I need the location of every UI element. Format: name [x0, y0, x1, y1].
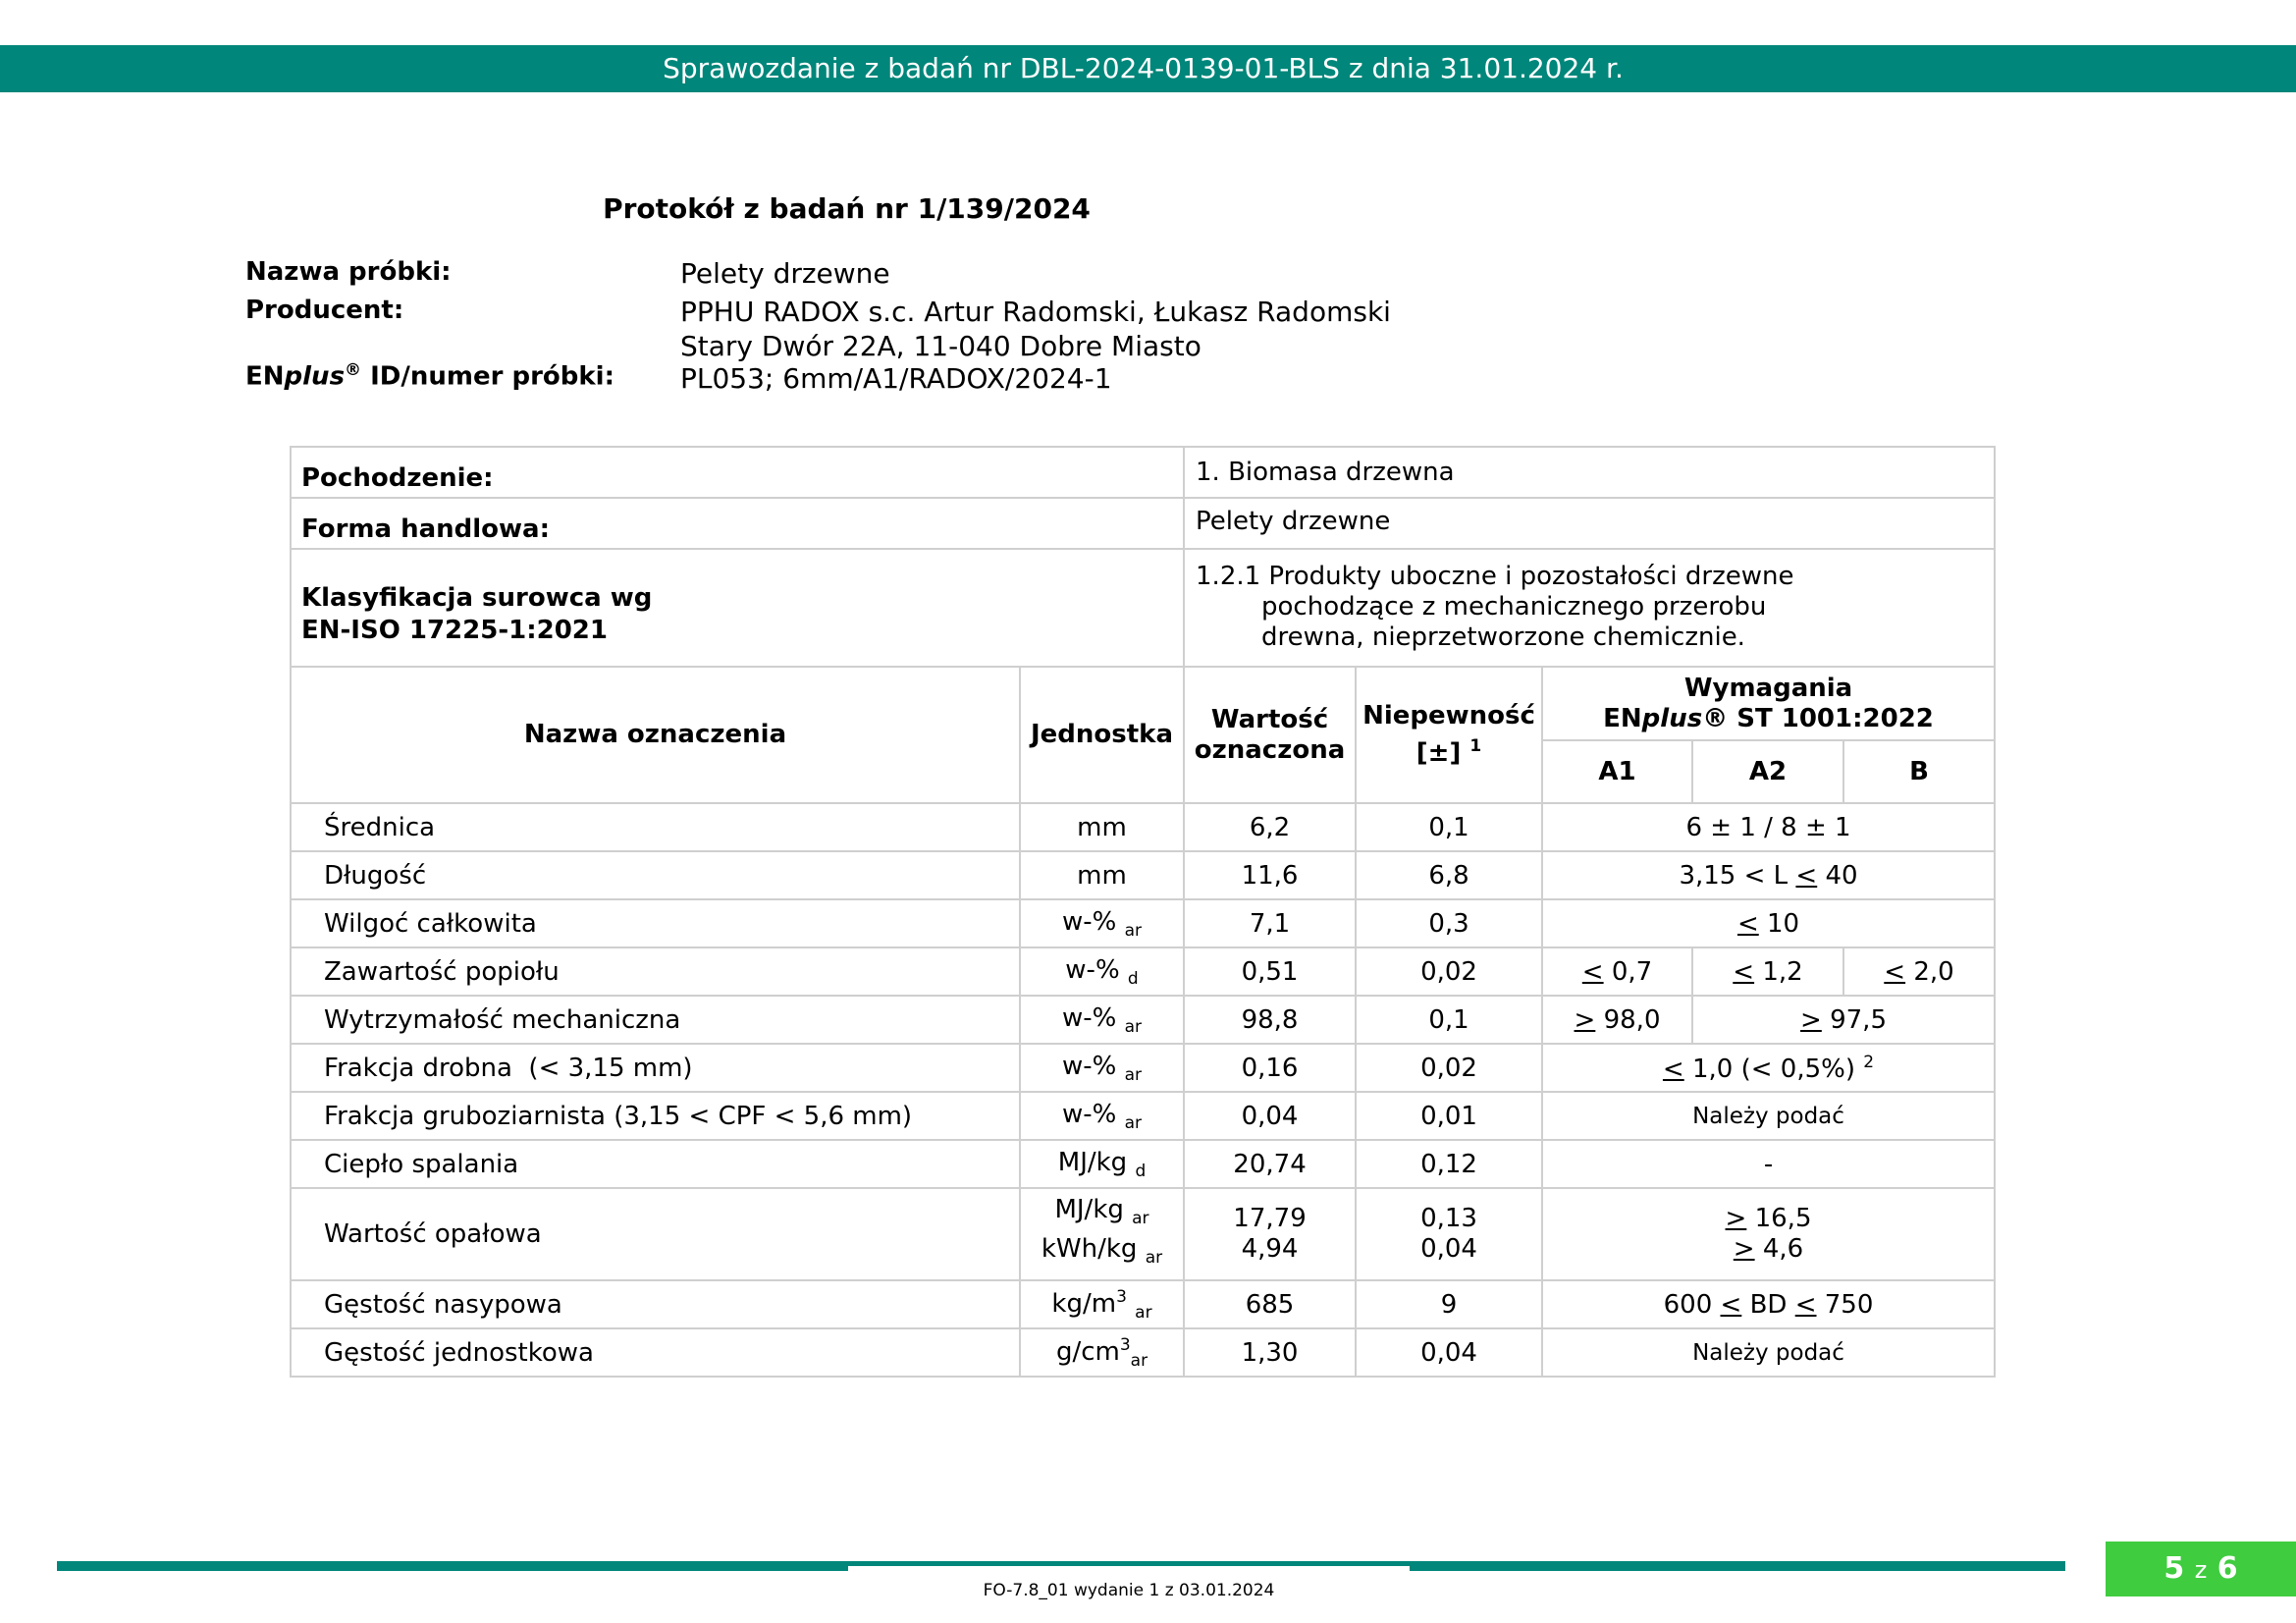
form-identifier: FO-7.8_01 wydanie 1 z 03.01.2024	[983, 1581, 1275, 1600]
row-value: 11,6	[1184, 851, 1356, 899]
row-value: 20,74	[1184, 1140, 1356, 1188]
row-uncertainty: 9	[1356, 1280, 1542, 1328]
origin-row	[291, 447, 1995, 498]
row-value: 0,16	[1184, 1044, 1356, 1092]
row-name: Frakcja drobna (< 3,15 mm)	[291, 1044, 1020, 1092]
row-requirement-a2-b: > 97,5	[1692, 996, 1995, 1044]
row-uncertainty: 6,8	[1356, 851, 1542, 899]
table-row	[291, 1280, 1995, 1328]
col-header-uncertainty-line-1: Niepewność	[1362, 701, 1535, 730]
col-header-value-line-2: oznaczona	[1194, 734, 1346, 765]
row-uncertainty: 0,04	[1356, 1328, 1542, 1377]
row-requirement: > 16,5 > 4,6	[1542, 1188, 1995, 1280]
row-unit: $g/cm^3_{ar}$	[1020, 1328, 1184, 1377]
row-requirement: < 1,0 (< 0,5%) $^2$	[1542, 1044, 1995, 1092]
footnote-marker-1: 1	[1469, 736, 1482, 756]
enplus-plus: plus	[284, 361, 346, 392]
results-table	[290, 446, 1996, 1378]
table-row	[291, 899, 1995, 947]
row-uncertainty: 0,02	[1356, 947, 1542, 996]
row-uncertainty: 0,3	[1356, 899, 1542, 947]
trade-form-label: Forma handlowa:	[291, 498, 1184, 549]
sample-name-label: Nazwa próbki:	[245, 257, 452, 287]
table-row	[291, 803, 1995, 851]
row-requirement-a2: < 1,2	[1692, 947, 1843, 996]
col-header-uncertainty	[1356, 667, 1542, 803]
page-separator: z	[2194, 1556, 2208, 1584]
row-name: Długość	[291, 851, 1020, 899]
protocol-title: Protokół z badań nr 1/139/2024	[603, 192, 1091, 225]
row-value: 7,1	[1184, 899, 1356, 947]
trade-form-row	[291, 498, 1995, 549]
row-value: 98,8	[1184, 996, 1356, 1044]
row-requirement-b: < 2,0	[1843, 947, 1995, 996]
row-unit: w-% $_{ar}$	[1020, 1044, 1184, 1092]
row-uncertainty: 0,13 0,04	[1356, 1188, 1542, 1280]
row-requirement: 600 < BD < 750	[1542, 1280, 1995, 1328]
row-value: 17,79 4,94	[1184, 1188, 1356, 1280]
row-uncertainty: 0,01	[1356, 1092, 1542, 1140]
table-row	[291, 1044, 1995, 1092]
origin-label: Pochodzenie:	[291, 447, 1184, 498]
row-unit: w-% $_d$	[1020, 947, 1184, 996]
origin-value: 1. Biomasa drzewna	[1184, 447, 1995, 498]
col-header-name: Nazwa oznaczenia	[291, 667, 1020, 803]
report-header-band: Sprawozdanie z badań nr DBL-2024-0139-01-BLS z dnia 31.01.2024 r.	[0, 45, 2296, 92]
col-header-a2: A2	[1692, 740, 1843, 803]
row-value: 1,30	[1184, 1328, 1356, 1377]
footer-rule-middle	[848, 1561, 1410, 1566]
col-header-b: B	[1843, 740, 1995, 803]
row-unit: $kg/m^3$ $_{ar}$	[1020, 1280, 1184, 1328]
producer-line-1: PPHU RADOX s.c. Artur Radomski, Łukasz Radomski	[680, 296, 1391, 328]
enplus-id-label	[245, 360, 614, 392]
row-name: Frakcja gruboziarnista (3,15 < CPF < 5,6 mm)	[291, 1092, 1020, 1140]
row-requirement-a1: < 0,7	[1542, 947, 1692, 996]
row-requirement: < 10	[1542, 899, 1995, 947]
row-unit: mm	[1020, 803, 1184, 851]
row-requirement: 6 ± 1 / 8 ± 1	[1542, 803, 1995, 851]
col-header-value-line-1: Wartość	[1210, 704, 1329, 734]
col-header-requirements-line-1: Wymagania	[1683, 673, 1853, 703]
col-header-requirements	[1542, 667, 1995, 740]
page-current: 5	[2163, 1551, 2185, 1586]
row-unit: mm	[1020, 851, 1184, 899]
table-row	[291, 851, 1995, 899]
row-name: Zawartość popiołu	[291, 947, 1020, 996]
classification-row	[291, 549, 1995, 667]
classification-value-line-1: 1.2.1 Produkty uboczne i pozostałości drzewne	[1196, 562, 1794, 591]
row-value: 0,51	[1184, 947, 1356, 996]
row-unit: MJ/kg $_{ar}$ kWh/kg $_{ar}$	[1020, 1188, 1184, 1280]
row-name: Wilgoć całkowita	[291, 899, 1020, 947]
page-number-badge	[2106, 1542, 2296, 1596]
row-requirement: -	[1542, 1140, 1995, 1188]
row-unit: w-% $_{ar}$	[1020, 899, 1184, 947]
row-requirement-a1: > 98,0	[1542, 996, 1692, 1044]
col-header-uncertainty-line-2: [±]	[1415, 738, 1462, 768]
table-row	[291, 1188, 1995, 1280]
classification-value-line-2: pochodzące z mechanicznego przerobu	[1261, 592, 1767, 622]
row-uncertainty: 0,1	[1356, 996, 1542, 1044]
row-name: Ciepło spalania	[291, 1140, 1020, 1188]
enplus-label-rest: ID/numer próbki:	[361, 361, 614, 392]
table-row	[291, 1092, 1995, 1140]
trade-form-value: Pelety drzewne	[1184, 498, 1995, 549]
table-row	[291, 1328, 1995, 1377]
footer-rule-right	[1410, 1561, 2065, 1571]
sample-name-value: Pelety drzewne	[680, 257, 890, 290]
row-requirement: Należy podać	[1542, 1092, 1995, 1140]
table-row	[291, 1140, 1995, 1188]
classification-label-line-2: EN-ISO 17225-1:2021	[301, 616, 608, 645]
classification-label	[291, 549, 1184, 667]
row-value: 6,2	[1184, 803, 1356, 851]
row-name: Wartość opałowa	[291, 1188, 1020, 1280]
row-value: 0,04	[1184, 1092, 1356, 1140]
row-name: Gęstość nasypowa	[291, 1280, 1020, 1328]
col-header-unit: Jednostka	[1020, 667, 1184, 803]
row-name: Średnica	[291, 803, 1020, 851]
row-unit: MJ/kg $_d$	[1020, 1140, 1184, 1188]
col-header-value	[1184, 667, 1356, 803]
classification-label-line-1: Klasyfikacja surowca wg	[301, 583, 653, 613]
producer-label: Producent:	[245, 296, 404, 325]
row-name: Wytrzymałość mechaniczna	[291, 996, 1020, 1044]
enplus-id-value: PL053; 6mm/A1/RADOX/2024-1	[680, 362, 1112, 395]
col-header-a1: A1	[1542, 740, 1692, 803]
page-total: 6	[2216, 1551, 2238, 1586]
row-unit: w-% $_{ar}$	[1020, 1092, 1184, 1140]
row-value: 685	[1184, 1280, 1356, 1328]
enplus-en: EN	[245, 361, 285, 392]
table-row	[291, 996, 1995, 1044]
row-uncertainty: 0,02	[1356, 1044, 1542, 1092]
footnote-marker-2: 2	[1863, 1052, 1875, 1072]
row-unit: w-% $_{ar}$	[1020, 996, 1184, 1044]
row-uncertainty: 0,12	[1356, 1140, 1542, 1188]
table-row	[291, 947, 1995, 996]
footer-rule-left	[57, 1561, 848, 1571]
col-header-requirements-line-2: ENplus® ST 1001:2022	[1603, 703, 1934, 733]
row-name: Gęstość jednostkowa	[291, 1328, 1020, 1377]
classification-value-line-3: drewna, nieprzetworzone chemicznie.	[1261, 622, 1745, 652]
row-requirement: Należy podać	[1542, 1328, 1995, 1377]
enplus-reg: ®	[345, 360, 362, 380]
header-row-1	[291, 667, 1995, 740]
row-uncertainty: 0,1	[1356, 803, 1542, 851]
producer-line-2: Stary Dwór 22A, 11-040 Dobre Miasto	[680, 330, 1201, 362]
classification-value	[1184, 549, 1995, 667]
row-requirement: 3,15 < L < 40	[1542, 851, 1995, 899]
